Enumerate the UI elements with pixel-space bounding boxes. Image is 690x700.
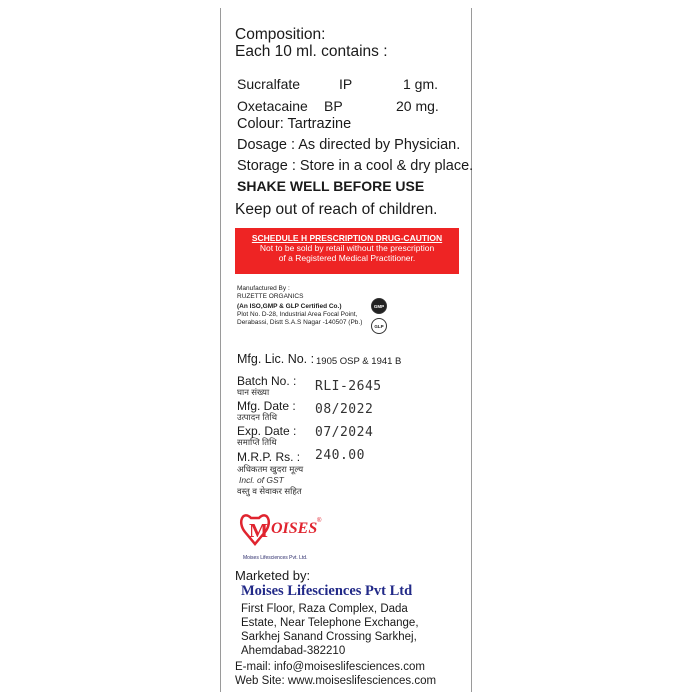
dosage-text: Dosage : As directed by Physician. (237, 137, 461, 153)
manufacturer-cert: (An ISO,GMP & GLP Certified Co.) (237, 303, 342, 310)
mrp-gst: Incl. of GST (239, 475, 284, 485)
ingredient-2-qty: 20 mg. (396, 98, 439, 114)
schedule-h-caution-box (235, 228, 459, 274)
batch-label: Batch No. : (237, 374, 297, 388)
caution-line-2: Not to be sold by retail without the prescription (259, 243, 435, 253)
mfg-date-value: 08/2022 (315, 402, 374, 417)
ingredient-1-name: Sucralfate (237, 76, 301, 92)
manufacturer-name: RUZETTE ORGANICS (237, 293, 304, 300)
logo-subtitle: Moises Lifesciences Pvt. Ltd. (243, 555, 308, 561)
marketer-email: E-mail: info@moiseslifesciences.com (235, 661, 425, 673)
composition-each: Each 10 ml. contains : (235, 43, 388, 60)
mfg-lic-value: 1905 OSP & 1941 B (316, 356, 402, 367)
shake-warning: SHAKE WELL BEFORE USE (237, 178, 425, 194)
glp-badge-icon: GLP (371, 318, 387, 334)
logo-text: OISES (271, 520, 318, 537)
marketer-addr-1: First Floor, Raza Complex, Dada (241, 603, 408, 615)
mfg-date-hindi: उत्पादन तिथि (237, 412, 278, 422)
ingredient-1-std: IP (339, 76, 353, 92)
batch-hindi: घान संख्या (237, 387, 270, 397)
caution-heading: SCHEDULE H PRESCRIPTION DRUG-CAUTION (251, 233, 443, 243)
batch-value: RLI-2645 (315, 379, 382, 394)
manufacturer-addr-1: Plot No. D-28, Industrial Area Focal Point, (237, 311, 358, 318)
marketer-name: Moises Lifesciences Pvt Ltd (241, 583, 413, 599)
caution-line-3: of a Registered Medical Practitioner. (278, 253, 416, 263)
manufacturer-addr-2: Derabassi, Distt S.A.S Nagar -140507 (Pb.) (237, 319, 363, 326)
exp-date-label: Exp. Date : (237, 424, 297, 438)
label-panel (220, 8, 472, 692)
mfg-date-label: Mfg. Date : (237, 399, 296, 413)
mrp-value: 240.00 (315, 448, 365, 463)
exp-date-value: 07/2024 (315, 425, 374, 440)
mfg-lic-label: Mfg. Lic. No. : (237, 352, 315, 366)
marketer-addr-2: Estate, Near Telephone Exchange, (241, 617, 419, 629)
colour-text: Colour: Tartrazine (237, 116, 352, 132)
exp-date-hindi: समाप्ति तिथि (237, 437, 277, 447)
gmp-badge-icon: GMP (371, 298, 387, 314)
manufacturer-label: Manufactured By : (237, 285, 290, 292)
keep-out-warning: Keep out of reach of children. (235, 201, 438, 218)
marketer-addr-4: Ahemdabad-382210 (241, 645, 346, 657)
ingredient-2-std: BP (324, 98, 343, 114)
marketed-by-label: Marketed by: (235, 568, 311, 583)
mrp-hindi: अधिकतम खुदरा मूल्य (237, 464, 304, 474)
marketer-addr-3: Sarkhej Sanand Crossing Sarkhej, (241, 631, 417, 643)
composition-title: Composition: (235, 26, 326, 43)
storage-text: Storage : Store in a cool & dry place. (237, 158, 474, 174)
marketer-website: Web Site: www.moiseslifesciences.com (235, 675, 437, 687)
svg-text:M: M (249, 520, 268, 542)
ingredient-1-qty: 1 gm. (403, 76, 439, 92)
logo-reg: ® (317, 518, 322, 524)
moises-logo-icon (239, 508, 329, 552)
mrp-label: M.R.P. Rs. : (237, 450, 301, 464)
ingredient-2-name: Oxetacaine (237, 98, 308, 114)
mrp-gst-hindi: वस्तु व सेवाकर सहित (237, 486, 302, 496)
